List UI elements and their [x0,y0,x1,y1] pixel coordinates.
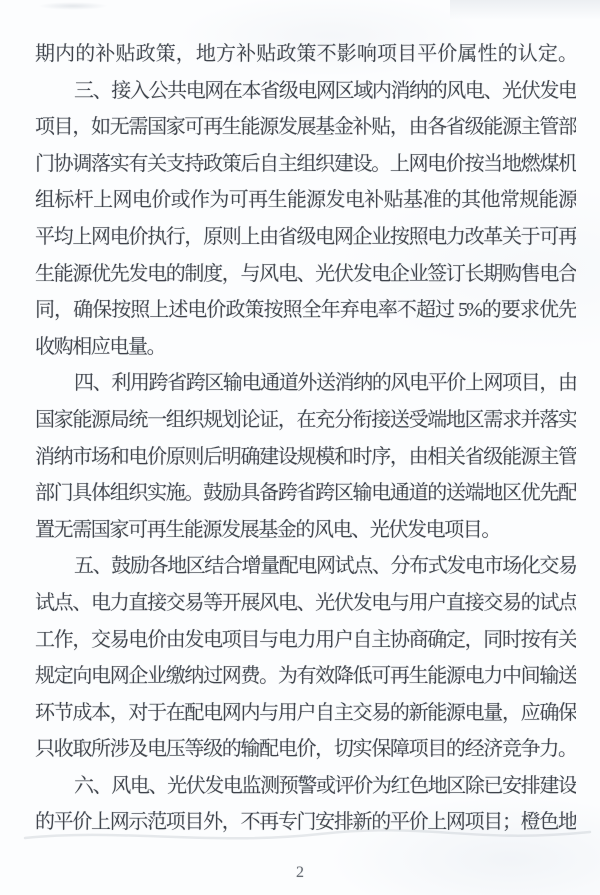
scan-smudge-top-left [38,2,108,10]
document-line: 国家能源局统一组织规划论证，在充分衔接送受端地区需求并落实 [35,408,576,431]
document-body [35,36,576,841]
document-line: 规定向电网企业缴纳过网费。为有效降低可再生能源电力中间输送 [35,665,576,688]
document-line: 三、接入公共电网在本省级电网区域内消纳的风电、光伏发电 [74,79,576,102]
document-line: 项目，如无需国家可再生能源发展基金补贴，由各省级能源主管部 [35,116,576,139]
scan-smudge-top-right [450,0,600,20]
document-line: 消纳市场和电价原则后明确建设规模和时序，由相关省级能源主管 [35,445,576,468]
document-line: 六、风电、光伏发电监测预警或评价为红色地区除已安排建设 [74,774,576,797]
document-line: 置无需国家可再生能源发展基金的风电、光伏发电项目。 [35,518,500,541]
document-line: 试点、电力直接交易等开展风电、光伏发电与用户直接交易的试点 [35,591,576,614]
document-line: 门协调落实有关支持政策后自主组织建设。上网电价按当地燃煤机 [35,152,576,175]
document-line: 组标杆上网电价或作为可再生能源发电补贴基准的其他常规能源 [35,189,576,212]
document-line: 同，确保按照上述电价政策按照全年弃电率不超过 5%的要求优先 [35,299,576,322]
page-number: 2 [296,864,304,881]
document-line: 部门具体组织实施。鼓励具备跨省跨区输电通道的送端地区优先配 [35,482,576,505]
document-line: 只收取所涉及电压等级的输配电价，切实保障项目的经济竞争力。 [35,738,576,761]
document-line: 的平价上网示范项目外，不再专门安排新的平价上网项目；橙色地 [35,811,576,834]
document-line: 环节成本，对于在配电网内与用户自主交易的新能源电量，应确保 [35,701,576,724]
document-line: 五、鼓励各地区结合增量配电网试点、分布式发电市场化交易 [74,555,576,578]
document-line: 平均上网电价执行，原则上由省级电网企业按照电力改革关于可再 [35,225,576,248]
document-line: 工作，交易电价由发电项目与电力用户自主协商确定，同时按有关 [35,628,576,651]
document-line: 期内的补贴政策，地方补贴政策不影响项目平价属性的认定。 [35,43,576,65]
document-line: 生能源优先发电的制度，与风电、光伏发电企业签订长期购售电合 [35,262,576,285]
document-line: 四、利用跨省跨区输电通道外送消纳的风电平价上网项目，由 [74,372,576,395]
document-line: 收购相应电量。 [35,335,166,358]
